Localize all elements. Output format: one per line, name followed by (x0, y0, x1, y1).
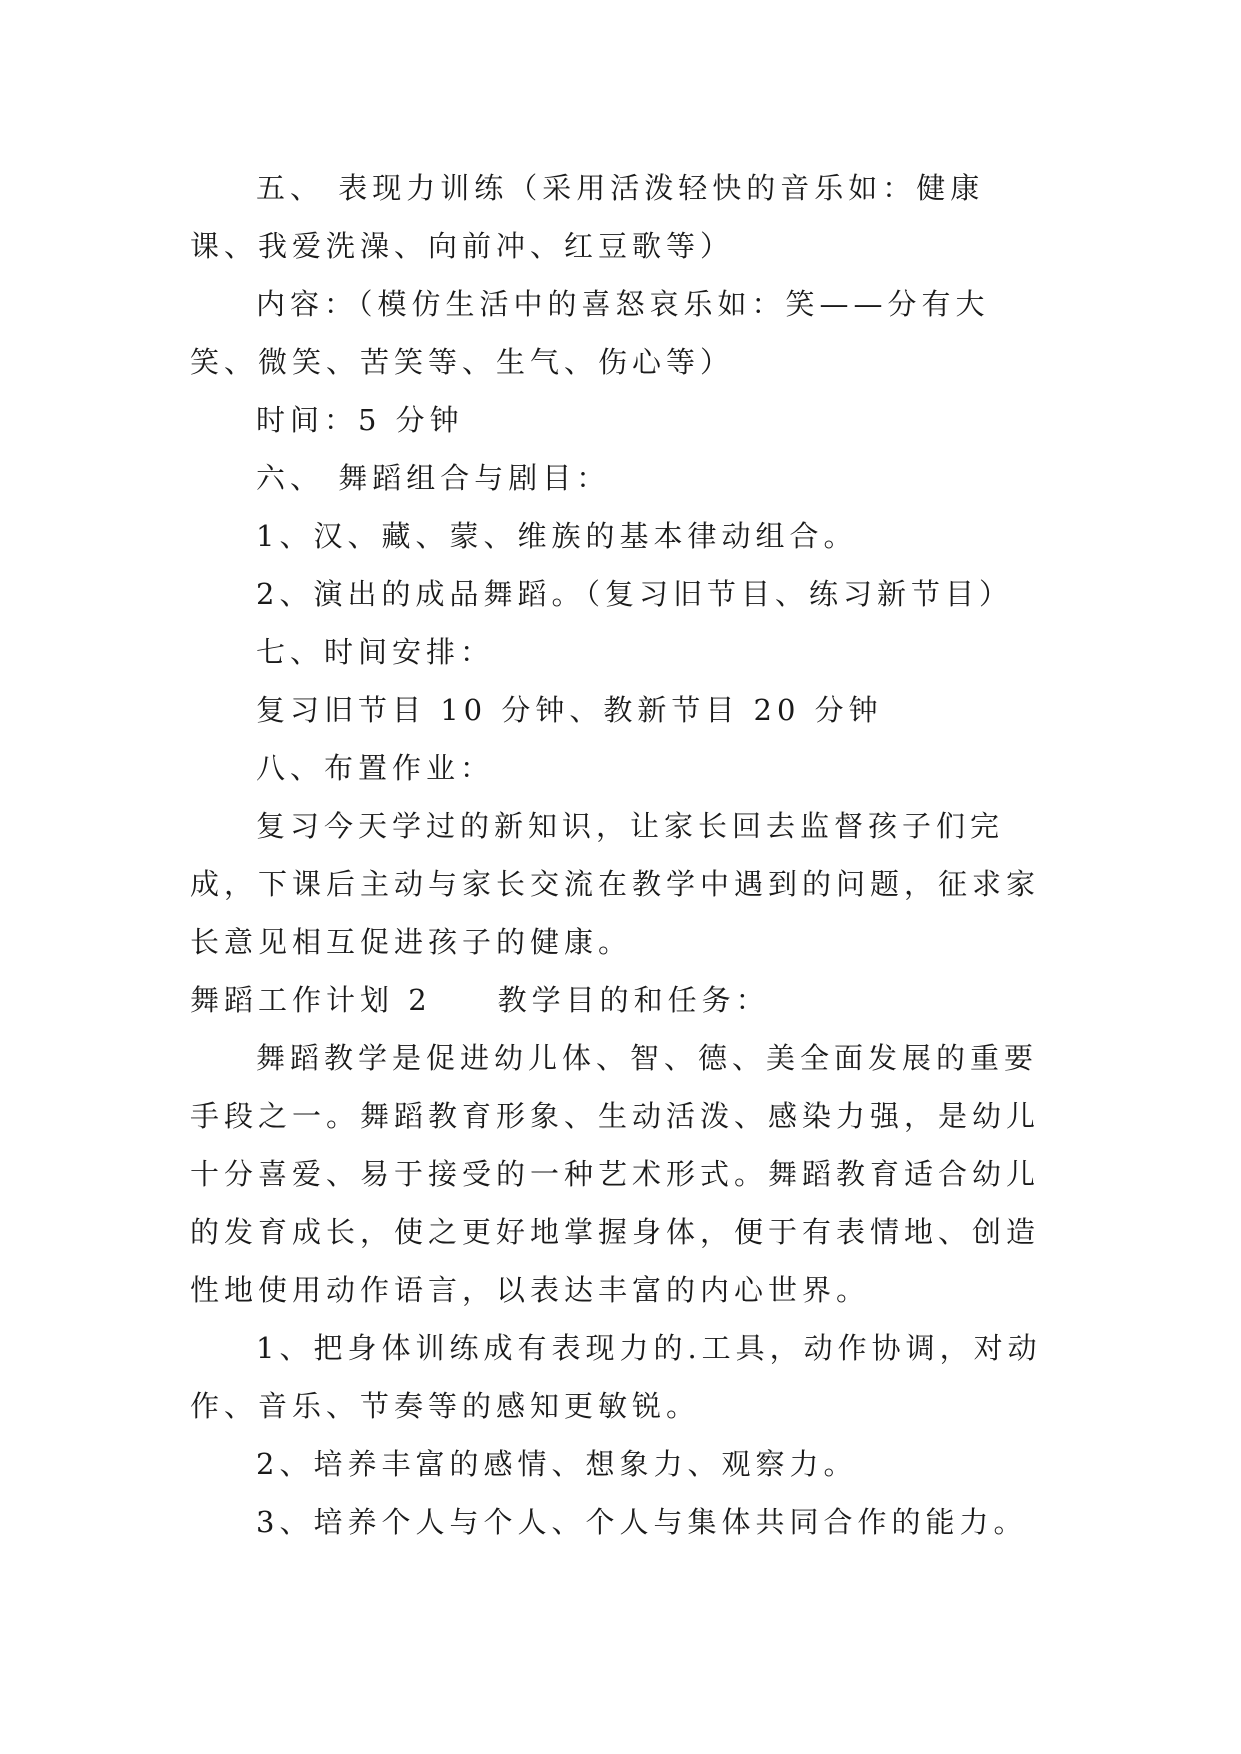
paragraph: 复习旧节目 10 分钟、教新节目 20 分钟 (256, 693, 883, 727)
paragraph: 八、布置作业： (256, 751, 495, 785)
section-heading (190, 971, 1050, 1029)
paragraph: 3、培养个人与个人、个人与集体共同合作的能力。 (256, 1505, 1028, 1539)
section-title: 舞蹈工作计划 2 (190, 983, 432, 1017)
document-body (190, 159, 1050, 1551)
paragraph: 2、培养丰富的感情、想象力、观察力。 (256, 1447, 858, 1481)
paragraph: 五、 表现力训练（采用活泼轻快的音乐如：健康课、我爱洗澡、向前冲、红豆歌等） (190, 171, 985, 263)
paragraph: 时间：5 分钟 (256, 403, 464, 437)
paragraph: 六、 舞蹈组合与剧目： (256, 461, 611, 495)
section-subtitle: 教学目的和任务： (497, 983, 770, 1017)
paragraph: 舞蹈教学是促进幼儿体、智、德、美全面发展的重要手段之一。舞蹈教育形象、生动活泼、感染力强，是幼儿十分喜爱、易于接受的一种艺术形式。舞蹈教育适合幼儿的发育成长，使之更好地掌握身体，便于有表情地、创造性地使用动作语言，以表达丰富的内心世界。 (190, 1041, 1041, 1307)
paragraph: 2、演出的成品舞蹈。（复习旧节目、练习新节目） (256, 577, 1013, 611)
paragraph: 七、时间安排： (256, 635, 495, 669)
paragraph: 内容：（模仿生活中的喜怒哀乐如：笑——分有大笑、微笑、苦笑等、生气、伤心等） (190, 287, 990, 379)
paragraph: 复习今天学过的新知识，让家长回去监督孩子们完成，下课后主动与家长交流在教学中遇到的问题，征求家长意见相互促进孩子的健康。 (190, 809, 1041, 959)
paragraph: 1、把身体训练成有表现力的.工具，动作协调，对动作、音乐、节奏等的感知更敏锐。 (190, 1331, 1042, 1423)
paragraph: 1、汉、藏、蒙、维族的基本律动组合。 (256, 519, 858, 553)
